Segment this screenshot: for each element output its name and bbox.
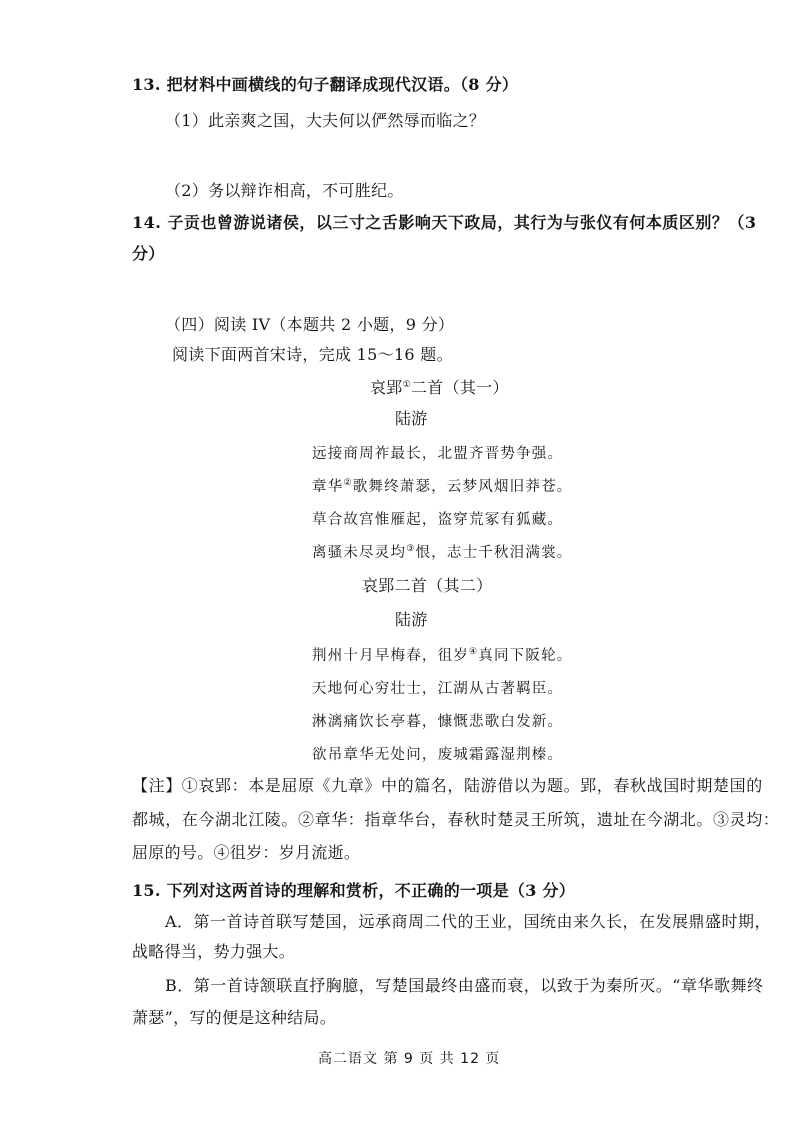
question-15-option-a-line-2: 战略得当，势力强大。 <box>132 942 296 961</box>
poem-2-line-2: 天地何心穷壮士，江湖从古著羁臣。 <box>312 681 564 697</box>
question-14-line-1: 14. 子贡也曾游说诸侯，以三寸之舌影响天下政局，其行为与张仪有何本质区别？（3 <box>132 213 757 232</box>
page-footer: 高二语文 第 9 页 共 12 页 <box>318 1051 501 1067</box>
poem-2-line-1-part-b: 真同下阪轮。 <box>478 648 573 664</box>
poem-1-line-3: 草合故宫惟雁起，盗穿荒冢有狐藏。 <box>312 512 564 528</box>
poem-1-author: 陆游 <box>395 409 428 428</box>
section-4-instruction: 阅读下面两首宋诗，完成 15～16 题。 <box>172 345 453 364</box>
poem-1-line-4-part-b: 恨，志士千秋泪满裳。 <box>415 545 573 561</box>
poem-2-line-1-note: ④ <box>469 647 479 657</box>
notes-line-2: 都城，在今湖北江陵。②章华：指章华台，春秋时楚灵王所筑，遗址在今湖北。③灵均： <box>132 810 780 829</box>
question-15-option-b-line-2: 萧瑟”，写的便是这种结局。 <box>132 1008 337 1027</box>
poem-1-line-2-part-a: 章华 <box>312 479 344 495</box>
poem-1-line-4-note: ③ <box>406 544 416 554</box>
question-15-option-b-line-1: B．第一首诗颔联直抒胸臆，写楚国最终由盛而衰，以致于为秦所灭。“章华歌舞终 <box>165 976 764 995</box>
poem-1-title-part-b: 二首（其一） <box>410 378 509 397</box>
question-15-option-a-line-1: A．第一首诗首联写楚国，远承商周二代的王业，国统由来久长，在发展鼎盛时期， <box>165 912 772 931</box>
poem-1-line-2-note: ② <box>343 478 353 488</box>
poem-1-line-4-part-a: 离骚未尽灵均 <box>312 545 407 561</box>
poem-1-title <box>370 378 509 398</box>
section-4-heading: （四）阅读 IV（本题共 2 小题，9 分） <box>165 315 455 334</box>
notes-line-1: 【注】①哀郢：本是屈原《九章》中的篇名，陆游借以为题。郢，春秋战国时期楚国的 <box>132 776 763 795</box>
poem-2-title: 哀郢二首（其二） <box>362 576 493 595</box>
poem-2-line-1-part-a: 荆州十月早梅春，徂岁 <box>312 648 469 664</box>
poem-2-author: 陆游 <box>395 610 428 629</box>
poem-2-line-1 <box>312 646 572 666</box>
poem-1-line-1: 远接商周祚最长，北盟齐晋势争强。 <box>312 446 564 462</box>
poem-2-line-4: 欲吊章华无处问，废城霜露湿荆榛。 <box>312 747 564 763</box>
question-14-line-2: 分） <box>132 244 165 263</box>
question-13-prompt: 13. 把材料中画横线的句子翻译成现代汉语。（8 分） <box>132 75 519 94</box>
poem-1-line-4 <box>312 543 572 563</box>
poem-1-title-note: ① <box>402 380 411 390</box>
question-13-sentence-2: （2）务以辩诈相高，不可胜纪。 <box>165 181 404 200</box>
question-13-sentence-1: （1）此亲爽之国，大夫何以俨然辱而临之？ <box>165 111 486 130</box>
question-15-prompt: 15. 下列对这两首诗的理解和赏析，不正确的一项是（3 分） <box>132 881 576 900</box>
poem-1-line-2-part-b: 歌舞终萧瑟，云梦风烟旧莽苍。 <box>352 479 573 495</box>
poem-1-line-2 <box>312 477 573 497</box>
poem-1-title-part-a: 哀郢 <box>370 378 403 397</box>
poem-2-line-3: 淋漓痛饮长亭暮，慷慨悲歌白发新。 <box>312 714 564 730</box>
notes-line-3: 屈原的号。④徂岁：岁月流逝。 <box>132 843 361 862</box>
